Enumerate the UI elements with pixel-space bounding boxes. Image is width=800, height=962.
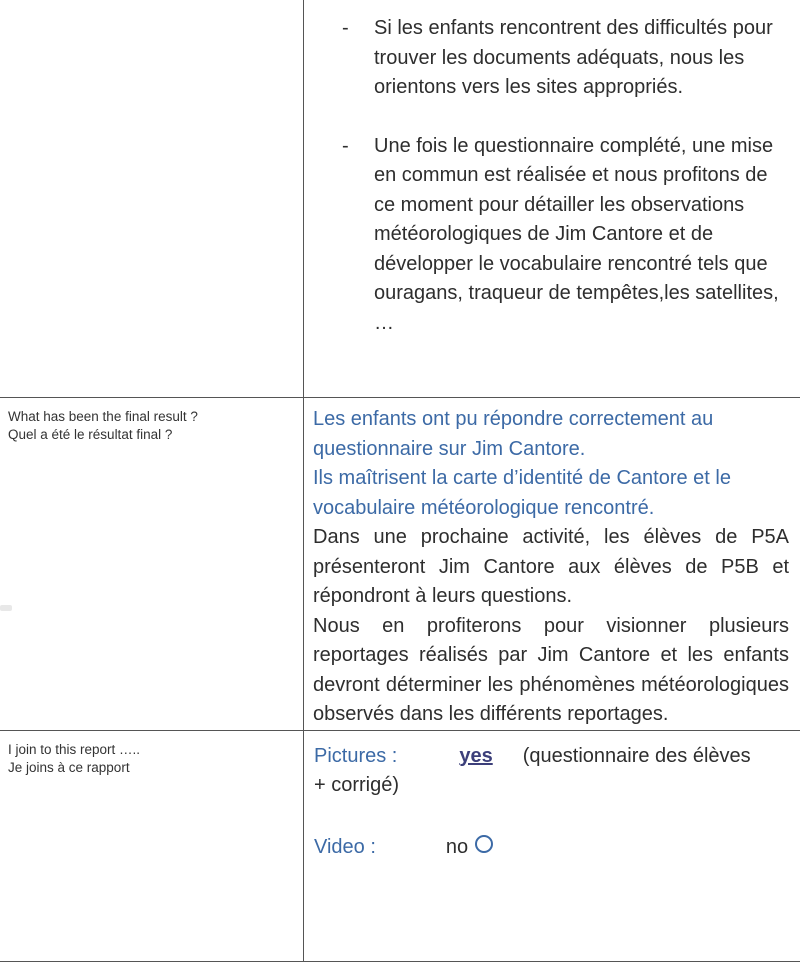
process-bullet-list	[304, 0, 800, 338]
attachments-row	[0, 730, 800, 961]
video-label: Video :	[314, 833, 376, 863]
attachments-content-cell	[304, 730, 800, 961]
process-bullet-item	[342, 14, 791, 103]
bullet-dash: -	[342, 14, 374, 44]
process-bullet-item	[342, 132, 791, 339]
result-label-fr: Quel a été le résultat final ?	[8, 426, 297, 444]
result-next-activity: Dans une prochaine activité, les élèves de P5A présenteront Jim Cantore aux élèves de P5B et répondront à leurs questions.	[313, 523, 789, 612]
result-label-en: What has been the final result ?	[8, 408, 297, 426]
attachments-label-en: I join to this report …..	[8, 741, 297, 759]
result-row	[0, 398, 800, 731]
attachments-label-fr: Je joins à ce rapport	[8, 759, 297, 777]
result-content-cell	[304, 398, 800, 731]
empty-circle-icon	[475, 835, 493, 853]
bullet-dash: -	[342, 132, 374, 162]
result-blue-line-2: Ils maîtrisent la carte d’identité de Cantore et le vocabulaire météorologique rencontré.	[313, 464, 789, 523]
pictures-label: Pictures :	[314, 742, 397, 772]
pictures-note: (questionnaire des élèves	[523, 742, 751, 772]
process-content-cell	[304, 0, 800, 398]
pictures-yes-value: yes	[459, 742, 492, 772]
pictures-line	[314, 742, 791, 772]
bullet-text: Si les enfants rencontrent des difficultés pour trouver les documents adéquats, nous les orientons vers les sites appropriés.	[374, 14, 791, 103]
video-line	[314, 833, 791, 863]
result-blue-line-1: Les enfants ont pu répondre correctement au questionnaire sur Jim Cantore.	[313, 405, 789, 464]
pictures-note-continued: + corrigé)	[314, 771, 791, 801]
video-no-value: no	[446, 833, 468, 863]
attachments-label-cell	[0, 730, 304, 961]
bullet-text: Une fois le questionnaire complété, une mise en commun est réalisée et nous profitons de ce moment pour détailler les observations météorologiques de Jim Cantore et de développer le vocabulaire rencontré tels que ouragans, traqueur de tempêtes,les satellites, …	[374, 132, 791, 339]
result-label-cell	[0, 398, 304, 731]
result-reportages: Nous en profiterons pour visionner plusieurs reportages réalisés par Jim Cantore et les enfants devront déterminer les phénomènes météorologiques observés dans les différents reportages.	[313, 612, 789, 730]
process-row	[0, 0, 800, 398]
process-label-cell	[0, 0, 304, 398]
